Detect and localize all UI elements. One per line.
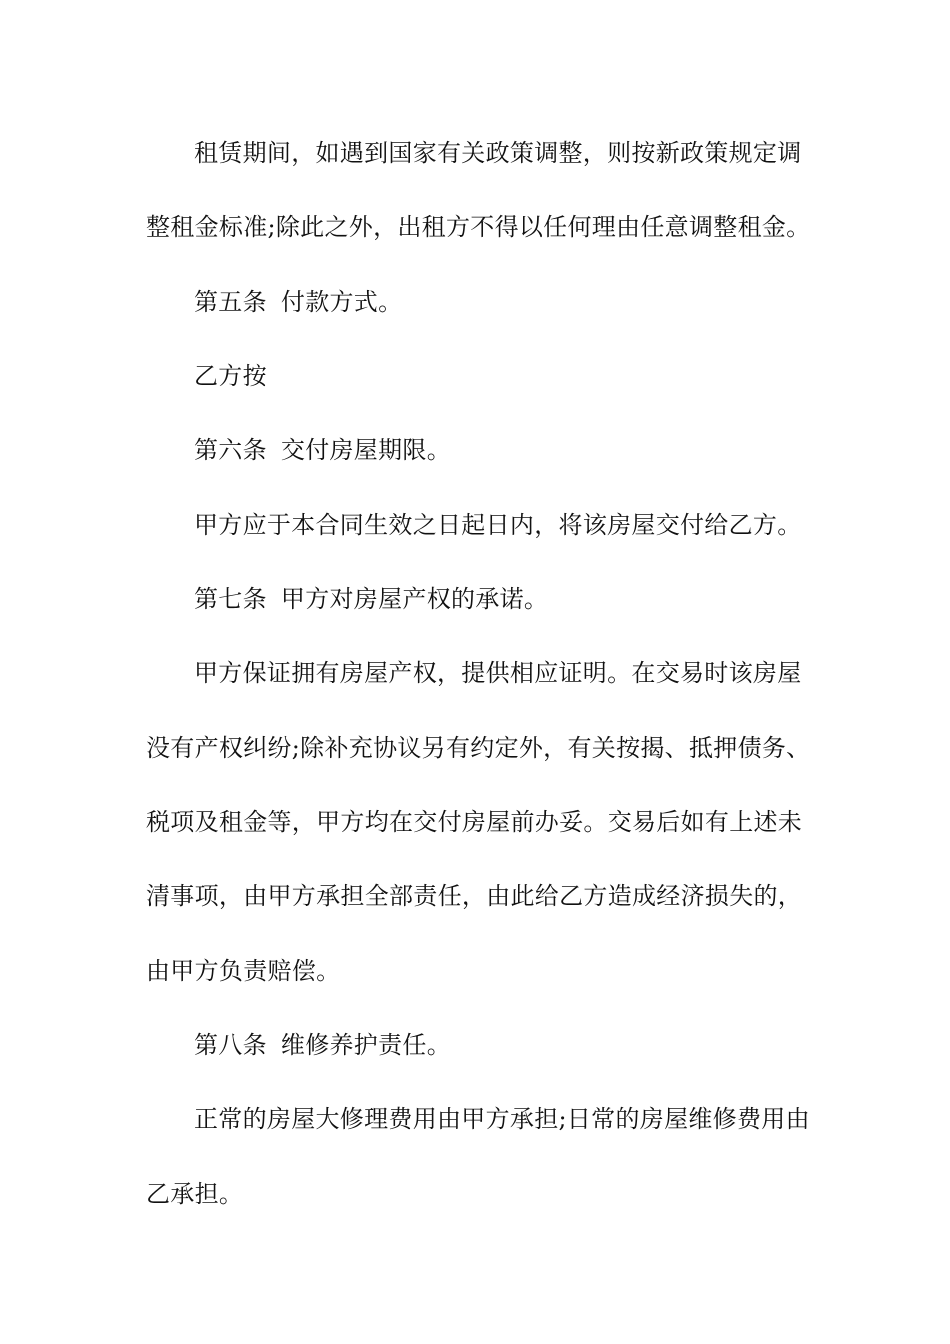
paragraph-line: 甲方保证拥有房屋产权，提供相应证明。在交易时该房屋 — [194, 659, 802, 687]
article-number: 第八条 — [194, 1031, 267, 1059]
article-title: 维修养护责任。 — [280, 1031, 452, 1059]
article-title: 交付房屋期限。 — [280, 436, 452, 464]
paragraph-line: 甲方应于本合同生效之日起日内，将该房屋交付给乙方。 — [194, 511, 802, 539]
paragraph-line: 整租金标准;除此之外，出租方不得以任何理由任意调整租金。 — [146, 213, 811, 241]
article-heading — [194, 1029, 864, 1061]
paragraph-line: 租赁期间，如遇到国家有关政策调整，则按新政策规定调 — [194, 139, 802, 167]
article-heading — [194, 434, 864, 466]
article-number: 第六条 — [194, 436, 267, 464]
article-number: 第五条 — [194, 288, 267, 316]
article-heading — [194, 583, 864, 615]
paragraph-line: 正常的房屋大修理费用由甲方承担;日常的房屋维修费用由 — [194, 1105, 810, 1133]
paragraph-line: 清事项，由甲方承担全部责任，由此给乙方造成经济损失的， — [146, 882, 803, 910]
paragraph-line: 税项及租金等，甲方均在交付房屋前办妥。交易后如有上述未 — [146, 808, 803, 836]
article-title: 付款方式。 — [280, 288, 403, 316]
paragraph-line: 没有产权纠纷;除补充协议另有约定外，有关按揭、抵押债务、 — [146, 734, 811, 762]
article-number: 第七条 — [194, 585, 267, 613]
paragraph-line: 由甲方负责赔偿。 — [146, 957, 341, 985]
article-title: 甲方对房屋产权的承诺。 — [280, 585, 549, 613]
paragraph-line: 乙方按 — [194, 362, 267, 390]
article-heading — [194, 286, 864, 318]
paragraph-line: 乙承担。 — [146, 1180, 244, 1208]
